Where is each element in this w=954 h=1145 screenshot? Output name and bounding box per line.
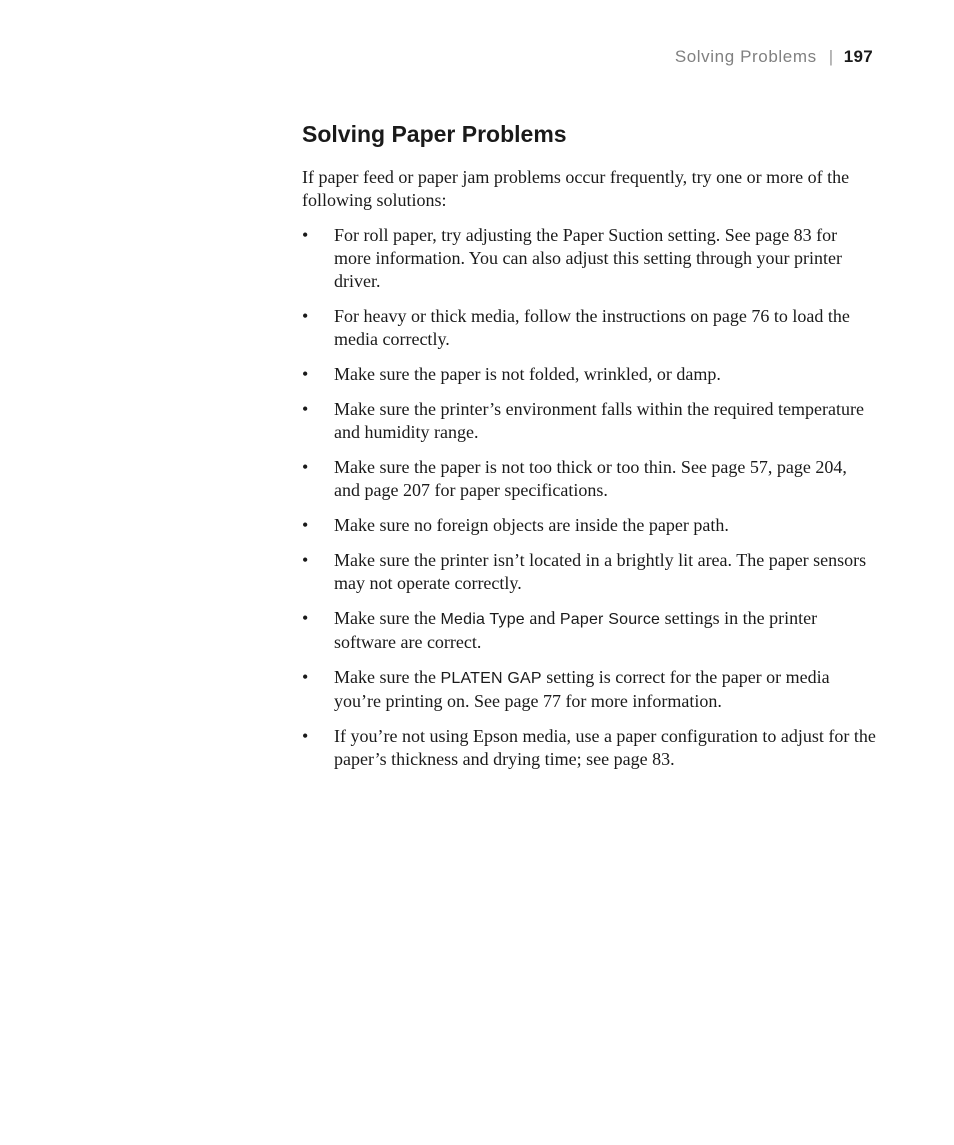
header-section-title: Solving Problems xyxy=(674,47,817,66)
intro-paragraph: If paper feed or paper jam problems occur frequently, try one or more of the following solutions: xyxy=(302,167,850,210)
text-fragment: setting is correct for the paper or media you’re printing on. See page 77 for more information. xyxy=(334,667,830,711)
bullet-icon: • xyxy=(302,457,309,477)
running-header xyxy=(675,47,873,67)
list-item-text: For roll paper, try adjusting the Paper Suction setting. See page 83 for more information. You can also adjust this setting through your printer driver. xyxy=(334,225,842,291)
list-item xyxy=(302,725,877,771)
bullet-icon: • xyxy=(302,399,309,419)
list-item xyxy=(302,456,877,502)
list-item xyxy=(302,398,877,444)
text-fragment: and xyxy=(524,608,560,628)
section-title: Solving Paper Problems xyxy=(302,121,567,147)
main-content xyxy=(302,118,877,783)
list-item-text xyxy=(334,667,830,711)
list-item xyxy=(302,666,877,713)
list-item xyxy=(302,514,877,537)
text-fragment: Make sure the xyxy=(334,608,441,628)
text-fragment: Make sure the xyxy=(334,667,441,687)
list-item-text xyxy=(334,608,817,652)
page-number: 197 xyxy=(843,47,873,66)
platen-gap-term: PLATEN GAP xyxy=(440,670,542,687)
list-item xyxy=(302,224,877,293)
header-separator: | xyxy=(828,47,834,66)
bullet-icon: • xyxy=(302,667,309,687)
list-item xyxy=(302,549,877,595)
bullet-icon: • xyxy=(302,550,309,570)
paper-source-term: Paper Source xyxy=(559,611,661,628)
list-item xyxy=(302,363,877,386)
list-item-text: Make sure no foreign objects are inside the paper path. xyxy=(334,515,729,535)
solutions-list xyxy=(302,224,877,771)
bullet-icon: • xyxy=(302,515,309,535)
media-type-term: Media Type xyxy=(440,611,525,628)
list-item xyxy=(302,305,877,351)
list-item-text: Make sure the paper is not folded, wrinkled, or damp. xyxy=(334,364,721,384)
text-fragment: settings in the printer software are correct. xyxy=(334,608,818,652)
bullet-icon: • xyxy=(302,726,309,746)
list-item-text: Make sure the printer isn’t located in a brightly lit area. The paper sensors may not operate correctly. xyxy=(334,550,867,593)
bullet-icon: • xyxy=(302,306,309,326)
list-item-text: If you’re not using Epson media, use a paper configuration to adjust for the paper’s thickness and drying time; see page 83. xyxy=(334,726,876,769)
list-item xyxy=(302,607,877,654)
bullet-icon: • xyxy=(302,225,309,245)
list-item-text: Make sure the printer’s environment falls within the required temperature and humidity range. xyxy=(334,399,864,442)
list-item-text: For heavy or thick media, follow the instructions on page 76 to load the media correctly. xyxy=(334,306,850,349)
bullet-icon: • xyxy=(302,608,309,628)
bullet-icon: • xyxy=(302,364,309,384)
list-item-text: Make sure the paper is not too thick or too thin. See page 57, page 204, and page 207 for paper specifications. xyxy=(334,457,847,500)
